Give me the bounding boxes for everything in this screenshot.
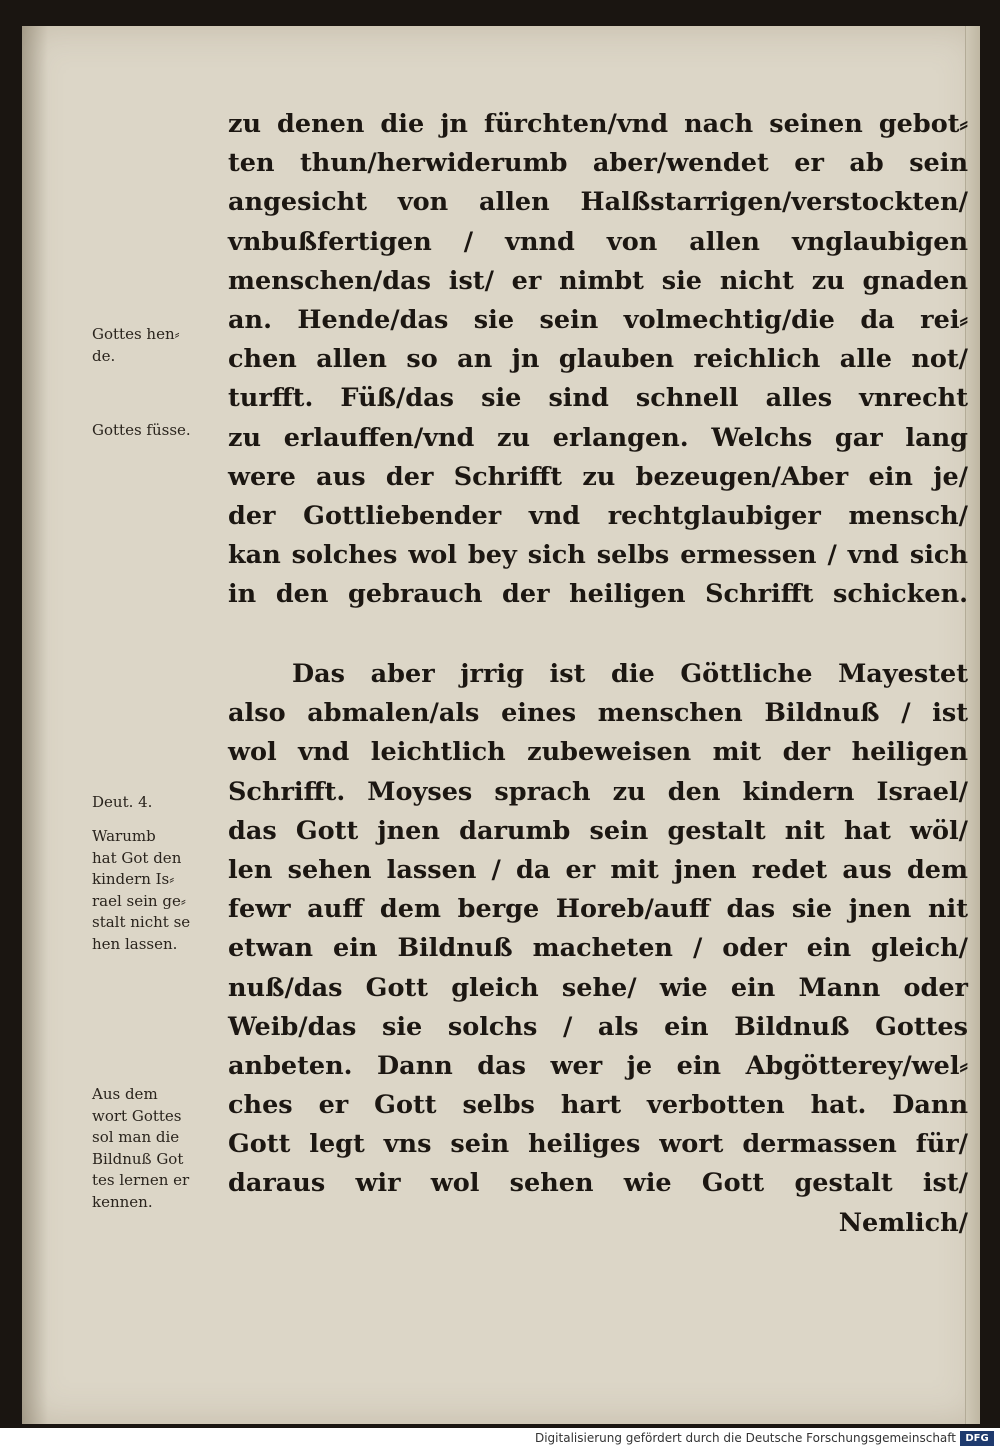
margin-note-deut xyxy=(92,792,242,814)
text-line: an. Hende/das sie sein volmechtig/die da rei⸗ xyxy=(228,304,968,335)
dfg-logo: DFG xyxy=(960,1431,994,1446)
margin-note-warumb xyxy=(92,826,242,955)
text-line: wol vnd leichtlich zubeweisen mit der heiligen xyxy=(228,737,968,768)
margin-note-line: wort Gottes xyxy=(92,1106,182,1125)
margin-note-line: stalt nicht se xyxy=(92,913,191,931)
margin-note-line: de. xyxy=(92,346,116,365)
text-line: fewr auff dem berge Horeb/auff das sie jnen nit xyxy=(228,894,968,925)
text-line: das Gott jnen darumb sein gestalt nit hat wöl/ xyxy=(228,815,968,846)
margin-note-line: Bildnuß Got xyxy=(92,1149,184,1168)
margin-note-line: sol man die xyxy=(92,1128,180,1146)
text-line: vnbußfertigen / vnnd von allen vnglaubigen xyxy=(228,226,968,257)
margin-note-line: Gottes hen⸗ xyxy=(92,325,180,343)
text-line: turfft. Füß/das sie sind schnell alles vnrecht xyxy=(228,383,968,414)
text-line: were aus der Schrifft zu bezeugen/Aber ein je/ xyxy=(228,461,968,492)
text-line: in den gebrauch der heiligen Schrifft schicken. xyxy=(228,579,968,610)
margin-note-line: Deut. 4. xyxy=(92,793,153,811)
text-line: ten thun/herwiderumb aber/wendet er ab sein xyxy=(228,148,968,179)
margin-note-hende xyxy=(92,324,242,367)
text-line: Schrifft. Moyses sprach zu den kindern Israel/ xyxy=(228,776,968,807)
margin-note-fuesse xyxy=(92,420,242,442)
text-line: ches er Gott selbs hart verbotten hat. Dann xyxy=(228,1090,968,1121)
margin-note-line: rael sein ge⸗ xyxy=(92,891,186,910)
margin-note-line: Warumb xyxy=(92,827,156,845)
margin-note-line: tes lernen er xyxy=(92,1171,190,1189)
catchword: Nemlich/ xyxy=(838,1207,968,1238)
margin-note-line: kindern Is⸗ xyxy=(92,870,175,888)
text-line: Das aber jrrig ist die Göttliche Mayestet xyxy=(292,659,968,689)
footer-bar xyxy=(0,1428,1000,1449)
margin-note-wort xyxy=(92,1084,242,1213)
main-text-block-1 xyxy=(228,105,968,614)
text-line: menschen/das ist/ er nimbt sie nicht zu gnaden xyxy=(228,265,968,296)
text-line: len sehen lassen / da er mit jnen redet aus dem xyxy=(228,854,968,885)
text-line: kan solches wol bey sich selbs ermessen / vnd sich xyxy=(228,540,968,571)
margin-note-line: Gottes füsse. xyxy=(92,421,191,439)
text-line: daraus wir wol sehen wie Gott gestalt ist/ xyxy=(228,1168,968,1199)
margin-note-line: Aus dem xyxy=(92,1085,158,1103)
margin-note-line: hen lassen. xyxy=(92,934,178,953)
text-line: etwan ein Bildnuß macheten / oder ein gleich/ xyxy=(228,933,968,964)
text-line: also abmalen/als eines menschen Bildnuß / ist xyxy=(228,698,968,729)
margin-note-line: hat Got den xyxy=(92,848,182,867)
text-line: angesicht von allen Halßstarrigen/verstockten/ xyxy=(228,187,968,218)
text-line: der Gottliebender vnd rechtglaubiger mensch/ xyxy=(228,500,968,531)
margin-note-line: kennen. xyxy=(92,1192,153,1211)
text-line: nuß/das Gott gleich sehe/ wie ein Mann oder xyxy=(228,972,968,1003)
text-line: Gott legt vns sein heiliges wort dermassen für/ xyxy=(228,1129,968,1160)
text-line: anbeten. Dann das wer je ein Abgötterey/wel⸗ xyxy=(228,1050,968,1081)
main-text-block-2 xyxy=(228,655,968,1243)
text-line: Weib/das sie solchs / als ein Bildnuß Gottes xyxy=(228,1011,968,1042)
text-line: zu erlauffen/vnd zu erlangen. Welchs gar lang xyxy=(228,422,968,453)
footer-credit: Digitalisierung gefördert durch die Deutsche Forschungsgemeinschaft xyxy=(534,1431,956,1445)
text-line: chen allen so an jn glauben reichlich alle not/ xyxy=(228,344,968,375)
text-line: zu denen die jn fürchten/vnd nach seinen gebot⸗ xyxy=(228,109,968,139)
